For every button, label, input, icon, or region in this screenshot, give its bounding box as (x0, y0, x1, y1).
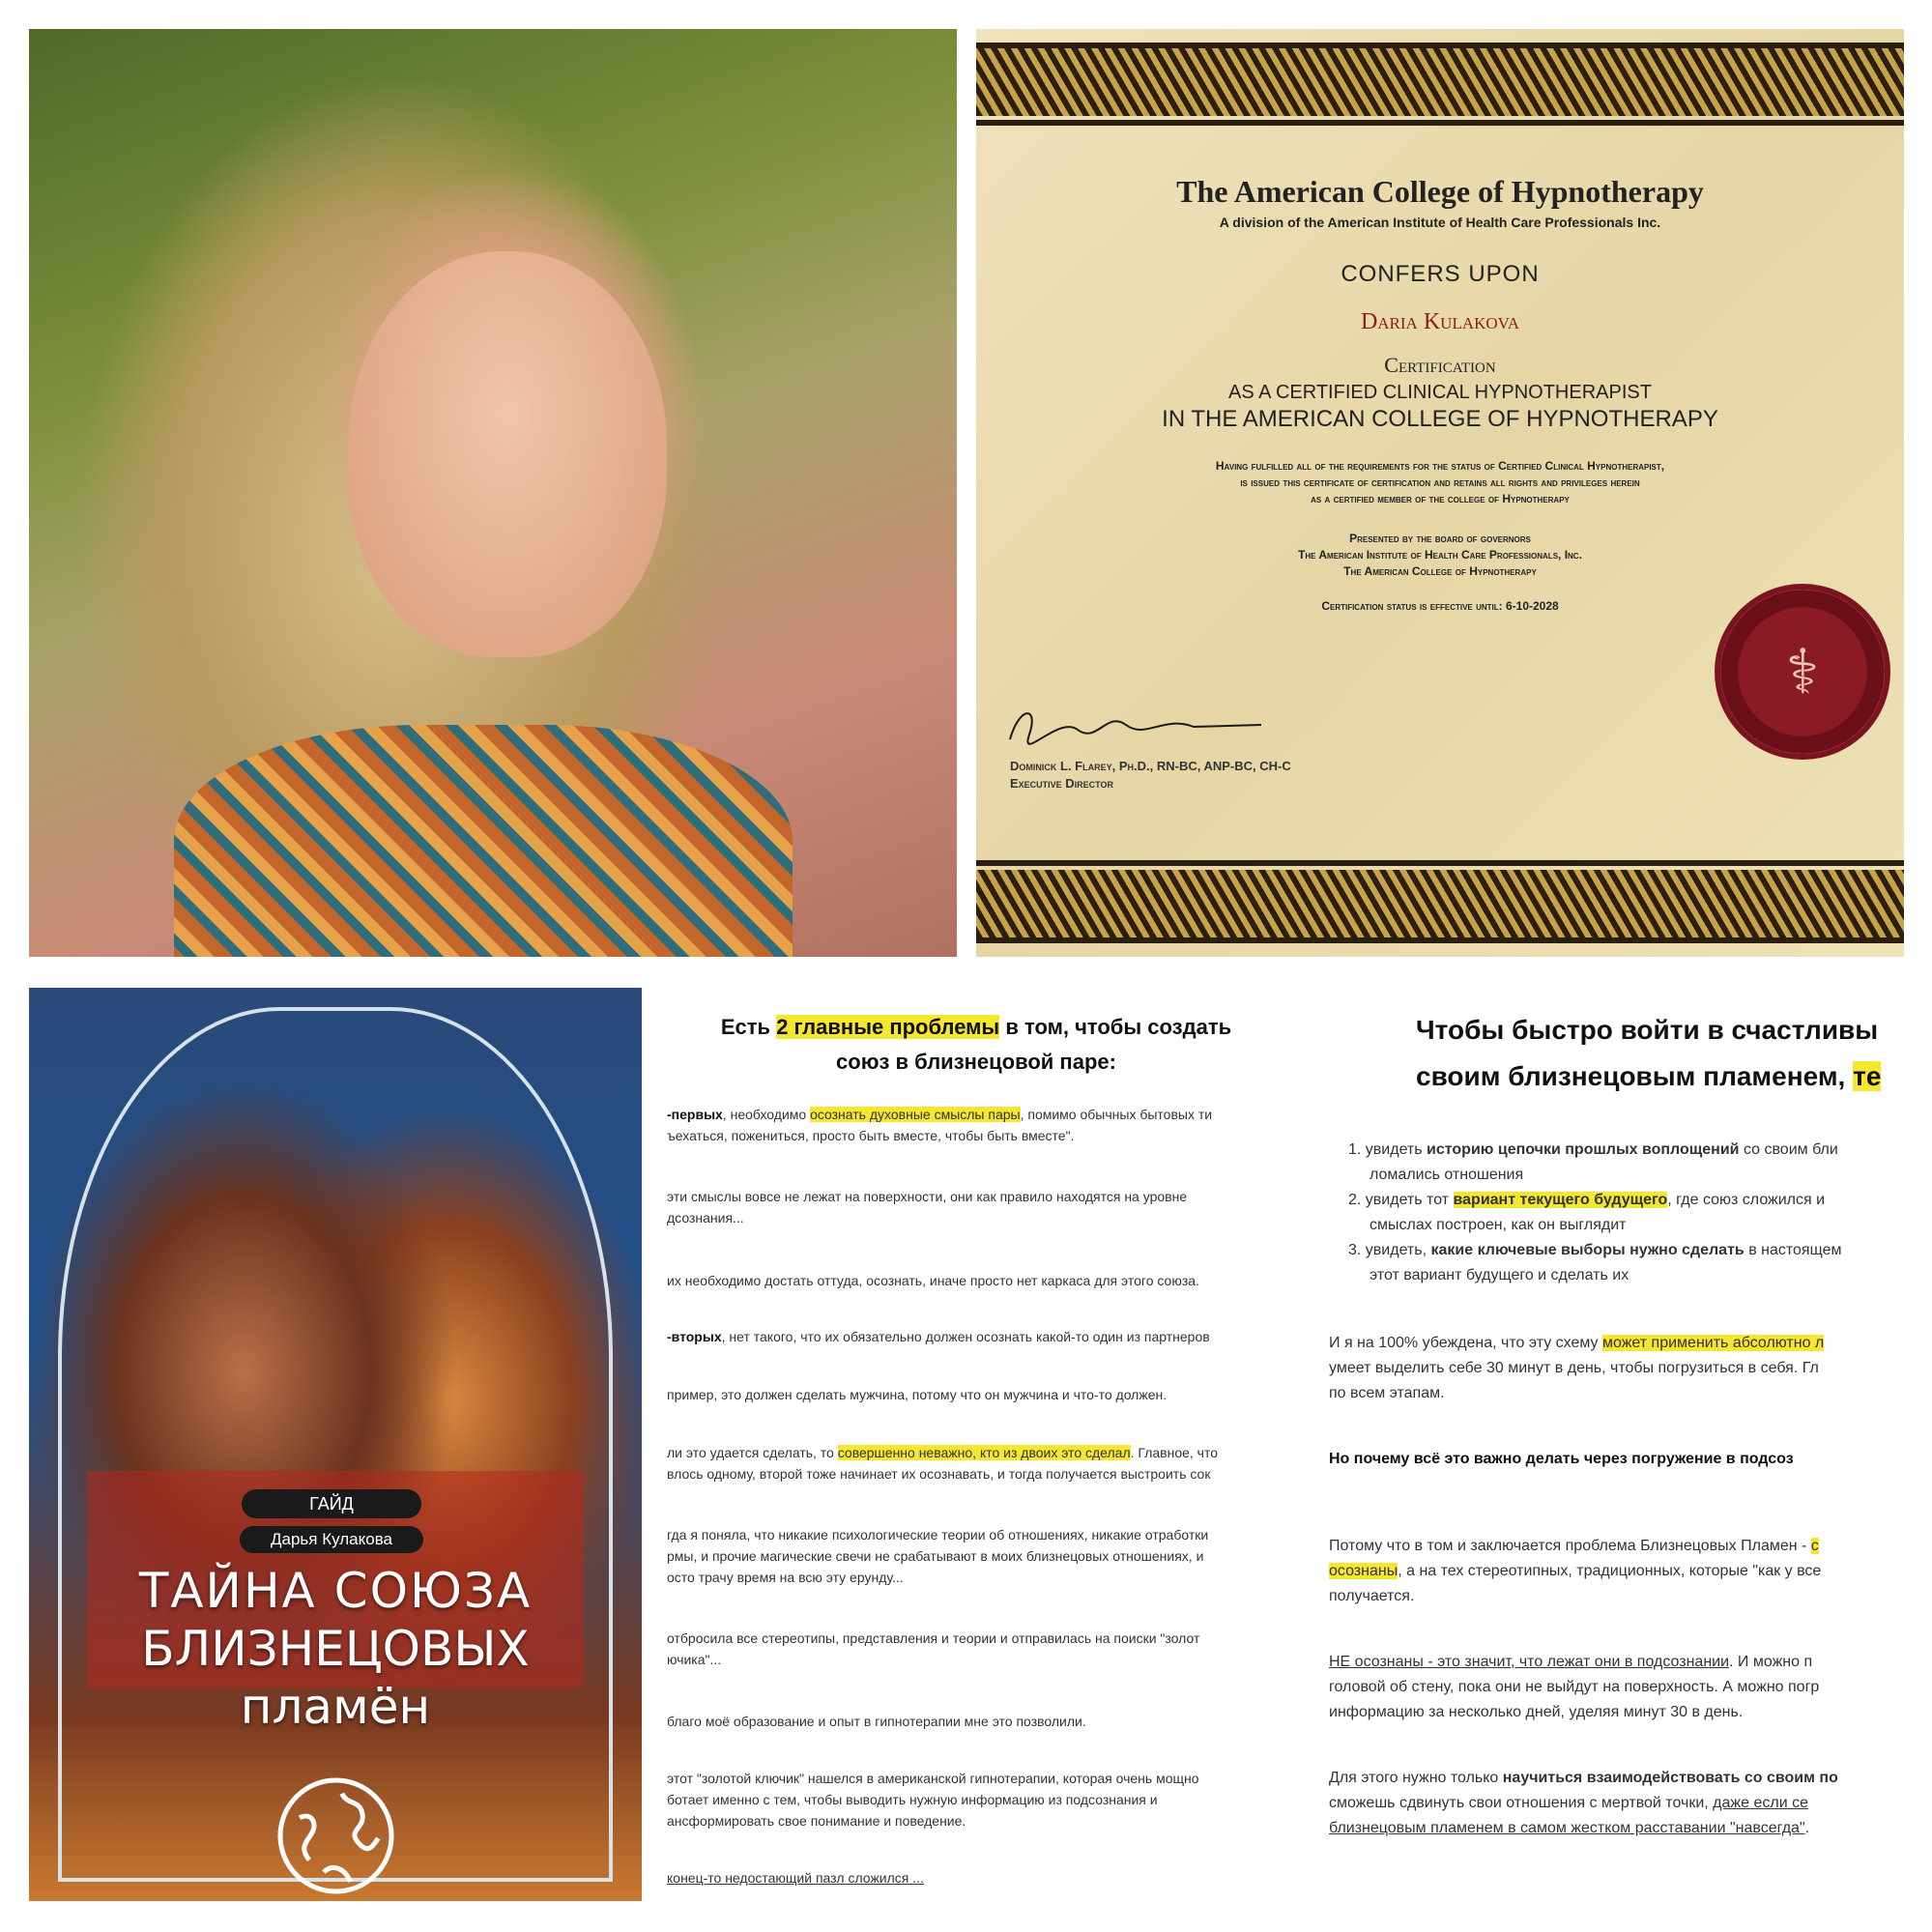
para-text: Для этого нужно только (1329, 1770, 1503, 1786)
certificate-body: is issued this certificate of certification and retains all rights and privileges herein (1240, 476, 1640, 489)
para-text: , нет такого, что их обязательно должен осознать какой-то один из партнеров (721, 1329, 1210, 1344)
para-text: сможешь сдвинуть свои отношения с мертвой точки, (1329, 1795, 1714, 1811)
paragraph-line: гда я поняла, что никакие психологические теории об отношениях, никакие отработки (667, 1527, 1209, 1543)
list-item-cont: ломались отношения (1370, 1167, 1524, 1183)
paragraph (1329, 1650, 1812, 1675)
caduceus-icon: ⚕ (1785, 636, 1820, 706)
para-bold: -вторых (667, 1329, 722, 1344)
cover-title-line: БЛИЗНЕЦОВЫХ (141, 1621, 530, 1677)
heading-highlight: 2 главные проблемы (776, 1015, 1000, 1039)
paragraph (667, 1326, 1285, 1347)
paragraph (1329, 1559, 1821, 1584)
para-bold: научиться взаимодействовать со своим по (1502, 1770, 1838, 1786)
doc-heading: Чтобы быстро войти в счастливы (1416, 1015, 1879, 1045)
paragraph-line: благо моё образование и опыт в гипнотерапии мне это позволили. (667, 1714, 1086, 1729)
paragraph-line: пример, это должен сделать мужчина, потому что он мужчина и что-то должен. (667, 1387, 1168, 1402)
paragraph-line: этот "золотой ключик" нашелся в американской гипнотерапии, которая очень мощно (667, 1771, 1199, 1786)
certificate-border-bottom (976, 870, 1904, 937)
certificate-college: The American College of Hypnotherapy (1343, 564, 1537, 578)
heading-text: своим близнецовым пламенем, (1416, 1061, 1854, 1091)
paragraph-bold-line: Но почему всё это важно делать через погружение в подсоз (1329, 1451, 1794, 1467)
para-highlight: совершенно неважно, кто из двоих это сделал (837, 1445, 1131, 1460)
portrait-dress (174, 725, 793, 957)
portrait-face (348, 251, 667, 657)
certificate-recipient: Daria Kulakova (1360, 309, 1520, 334)
cover-title-line: ТАЙНА СОЮЗА (138, 1563, 533, 1619)
list-text: 1. увидеть (1348, 1141, 1427, 1158)
para-highlight: осознаны (1329, 1563, 1399, 1579)
border-line (976, 860, 1904, 866)
paragraph (1329, 1766, 1838, 1791)
certificate-title: The American College of Hypnotherapy (1176, 174, 1704, 209)
cover-badge: ГАЙД (242, 1489, 421, 1518)
paragraph-line: по всем этапам. (1329, 1385, 1445, 1401)
certificate (976, 29, 1904, 957)
certificate-in-line: IN THE AMERICAN COLLEGE OF HYPNOTHERAPY (1162, 406, 1718, 432)
document-right (1310, 988, 1904, 1901)
cover-author: Дарья Кулакова (240, 1526, 423, 1553)
globe-icon (275, 1775, 396, 1896)
paragraph-line: умеет выделить себе 30 минут в день, чтобы погрузиться в себя. Гл (1329, 1360, 1819, 1376)
paragraph-line: их необходимо достать оттуда, осознать, иначе просто нет каркаса для этого союза. (667, 1273, 1199, 1288)
signer-title: Executive Director (1010, 776, 1114, 791)
para-underline: близнецовым пламенем в самом жестком расставании "навсегда" (1329, 1820, 1805, 1836)
paragraph (1329, 1534, 1819, 1559)
list-highlight: вариант текущего будущего (1453, 1192, 1668, 1208)
list-item (1348, 1238, 1841, 1263)
paragraph-line: дсознания... (667, 1210, 744, 1226)
paragraph-line: влось одному, второй тоже начинает их осознавать, и тогда получается выстроить сок (667, 1466, 1211, 1482)
list-text: со своим бли (1739, 1141, 1838, 1158)
paragraph-line: эти смыслы вовсе не лежат на поверхности, они как правило находятся на уровне (667, 1189, 1188, 1204)
certificate-subtitle: A division of the American Institute of Health Care Professionals Inc. (1219, 215, 1661, 230)
cover-arch-frame (58, 1007, 613, 1882)
list-item-cont: смыслах построен, как он выглядит (1370, 1217, 1627, 1233)
certificate-effective: Certification status is effective until: 6-10-2028 (1321, 599, 1559, 613)
paragraph-line: ючика"... (667, 1652, 722, 1667)
paragraph (1329, 1331, 1824, 1356)
para-text: , а на тех стереотипных, традиционных, которые "как у все (1398, 1563, 1822, 1579)
para-text: , необходимо (722, 1107, 811, 1122)
para-highlight: может применить абсолютно л (1601, 1335, 1825, 1351)
para-text: , помимо обычных бытовых ти (1020, 1107, 1213, 1122)
certificate-as-line: AS A CERTIFIED CLINICAL HYPNOTHERAPIST (1228, 382, 1652, 403)
doc-heading-2 (1416, 1061, 1904, 1092)
heading-highlight: те (1853, 1061, 1882, 1091)
paragraph-line: конец-то недостающий пазл сложился ... (667, 1870, 924, 1886)
border-line (976, 43, 1904, 48)
certificate-body: as a certified member of the college of Hypnotherapy (1311, 492, 1570, 505)
para-underline: даже если се (1713, 1795, 1808, 1811)
certificate-institute: The American Institute of Health Care Professionals, Inc. (1298, 548, 1582, 562)
paragraph-line: ботает именно с тем, чтобы выводить нужную информацию из подсознания и (667, 1792, 1158, 1807)
paragraph-line: ъехаться, пожениться, просто быть вместе, чтобы быть вместе". (667, 1128, 1075, 1143)
heading-text: Есть (720, 1015, 777, 1039)
certificate-seal (1720, 590, 1885, 754)
para-underline: НЕ осознаны - это значит, что лежат они в подсознании (1329, 1654, 1730, 1670)
paragraph-line: головой об стену, пока они не выйдут на поверхность. А можно погр (1329, 1679, 1820, 1695)
paragraph (667, 1104, 1285, 1125)
list-text: в настоящем (1744, 1242, 1842, 1258)
para-text: . (1804, 1820, 1810, 1836)
certificate-heading: Certification (1384, 353, 1496, 377)
border-line (976, 937, 1904, 943)
doc-heading (667, 1015, 1285, 1040)
para-text: . И можно п (1729, 1654, 1813, 1670)
list-text: , где союз сложился и (1667, 1192, 1826, 1208)
para-highlight: осознать духовные смыслы пары (810, 1107, 1021, 1122)
paragraph-line: осто трачу время на всю эту ерунду... (667, 1570, 904, 1585)
para-text: И я на 100% убеждена, что эту схему (1329, 1335, 1602, 1351)
cover-title-line: пламён (240, 1679, 431, 1735)
list-text: 2. увидеть тот (1348, 1192, 1454, 1208)
para-text: Потому что в том и заключается проблема Близнецовых Пламен - (1329, 1538, 1811, 1554)
paragraph-line: ансформировать свое понимание и поведение. (667, 1813, 966, 1829)
document-middle (667, 988, 1285, 1901)
paragraph (667, 1442, 1285, 1463)
portrait-photo (29, 29, 957, 957)
certificate-confers: CONFERS UPON (1341, 261, 1540, 287)
certificate-presented: Presented by the board of governors (1349, 532, 1531, 545)
paragraph (1329, 1791, 1808, 1816)
certificate-body: Having fulfilled all of the requirements for the status of Certified Clinical Hypnotherapist, (1215, 459, 1665, 473)
list-item (1348, 1138, 1838, 1163)
para-text: ли это удается сделать, то (667, 1445, 838, 1460)
paragraph (1329, 1816, 1809, 1841)
list-text: 3. увидеть, (1348, 1242, 1431, 1258)
heading-text: в том, чтобы создать (999, 1015, 1232, 1039)
para-highlight: с (1810, 1538, 1819, 1554)
para-text: . Главное, что (1130, 1445, 1219, 1460)
list-item (1348, 1188, 1825, 1213)
list-bold: историю цепочки прошлых воплощений (1427, 1141, 1740, 1158)
paragraph-line: рмы, и прочие магические свечи не срабатывают в моих близнецовых отношениях, и (667, 1548, 1204, 1564)
signature (1000, 696, 1271, 754)
border-line (976, 120, 1904, 126)
list-item-cont: этот вариант будущего и сделать их (1370, 1267, 1629, 1283)
certificate-border-top (976, 48, 1904, 116)
list-bold: какие ключевые выборы нужно сделать (1430, 1242, 1745, 1258)
paragraph-line: информацию за несколько дней, уделяя минут 30 в день. (1329, 1704, 1744, 1720)
book-cover (29, 988, 642, 1901)
paragraph-line: получается. (1329, 1588, 1415, 1604)
para-bold: -первых (667, 1107, 723, 1122)
paragraph-line: отбросила все стереотипы, представления и теории и отправилась на поиски "золот (667, 1630, 1200, 1646)
signer-name: Dominick L. Flarey, Ph.D., RN-BC, ANP-BC, CH-C (1010, 759, 1291, 773)
doc-heading-2: союз в близнецовой паре: (836, 1050, 1116, 1074)
